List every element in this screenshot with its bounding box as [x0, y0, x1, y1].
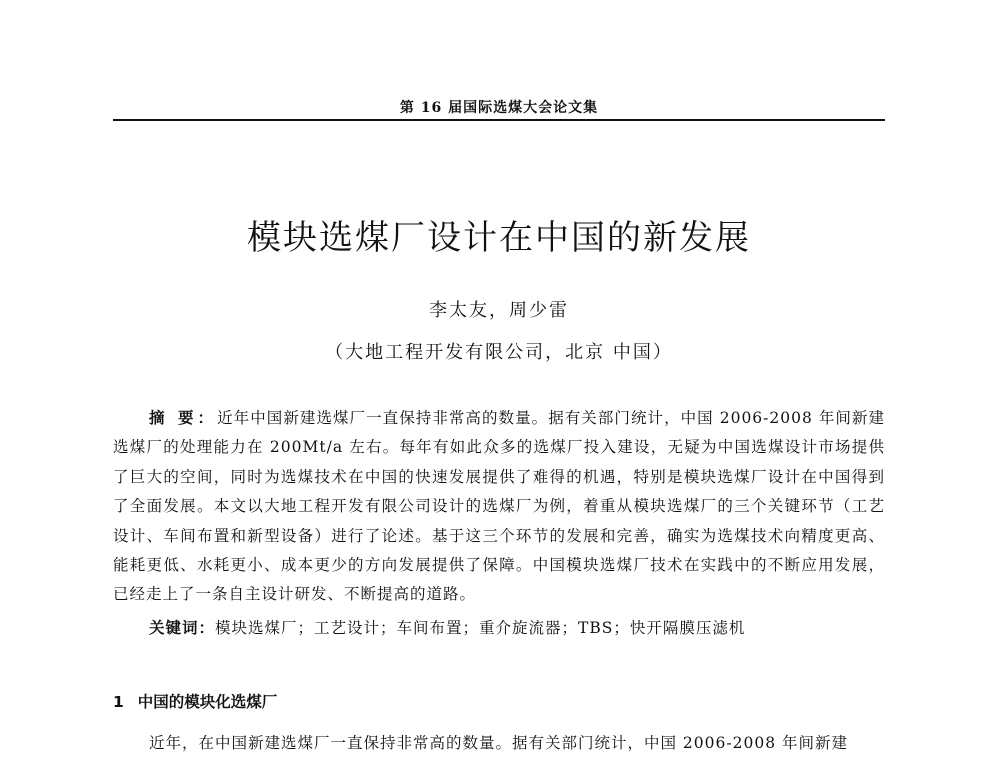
running-header: 第 16 届国际选煤大会论文集 [399, 100, 599, 116]
affiliation: （大地工程开发有限公司，北京 中国） [325, 342, 673, 363]
section-title: 中国的模块化选煤厂 [137, 693, 278, 711]
keywords [149, 615, 885, 641]
keywords-label: 关键词： [149, 618, 216, 637]
authors: 李太友，周少雷 [429, 300, 569, 321]
section-number: 1 [113, 693, 124, 711]
abstract-text: 近年中国新建选煤厂一直保持非常高的数量。据有关部门统计，中国 2006-2008 年间新建选煤厂的处理能力在 200Mt/a 左右。每年有如此众多的选煤厂投入建设，无疑为中国选煤设计市场提供了巨大的空间，同时为选煤技术在中国的快速发展提供了难得的机遇，特别是模块选煤厂设计在中国得到了全面发展。本文以大地工程开发有限公司设计的选煤厂为例，着重从模块选煤厂的三个关键环节（工艺设计、车间布置和新型设备）进行了论述。基于这三个环节的发展和完善，确实为选煤技术向精度更高、能耗更低、水耗更小、成本更少的方向发展提供了保障。中国模块选煤厂技术在实践中的不断应用发展，已经走上了一条自主设计研发、不断提高的道路。 [113, 409, 885, 604]
abstract-label: 摘 要： [149, 408, 218, 427]
header-rule [113, 119, 885, 121]
section-heading [113, 690, 277, 712]
paper-title: 模块选煤厂设计在中国的新发展 [247, 218, 751, 258]
body-text: 近年，在中国新建选煤厂一直保持非常高的数量。据有关部门统计，中国 2006-2008 年间新建 [149, 734, 848, 752]
abstract [113, 403, 885, 610]
keywords-text: 模块选煤厂；工艺设计；车间布置；重介旋流器；TBS；快开隔膜压滤机 [215, 619, 746, 637]
